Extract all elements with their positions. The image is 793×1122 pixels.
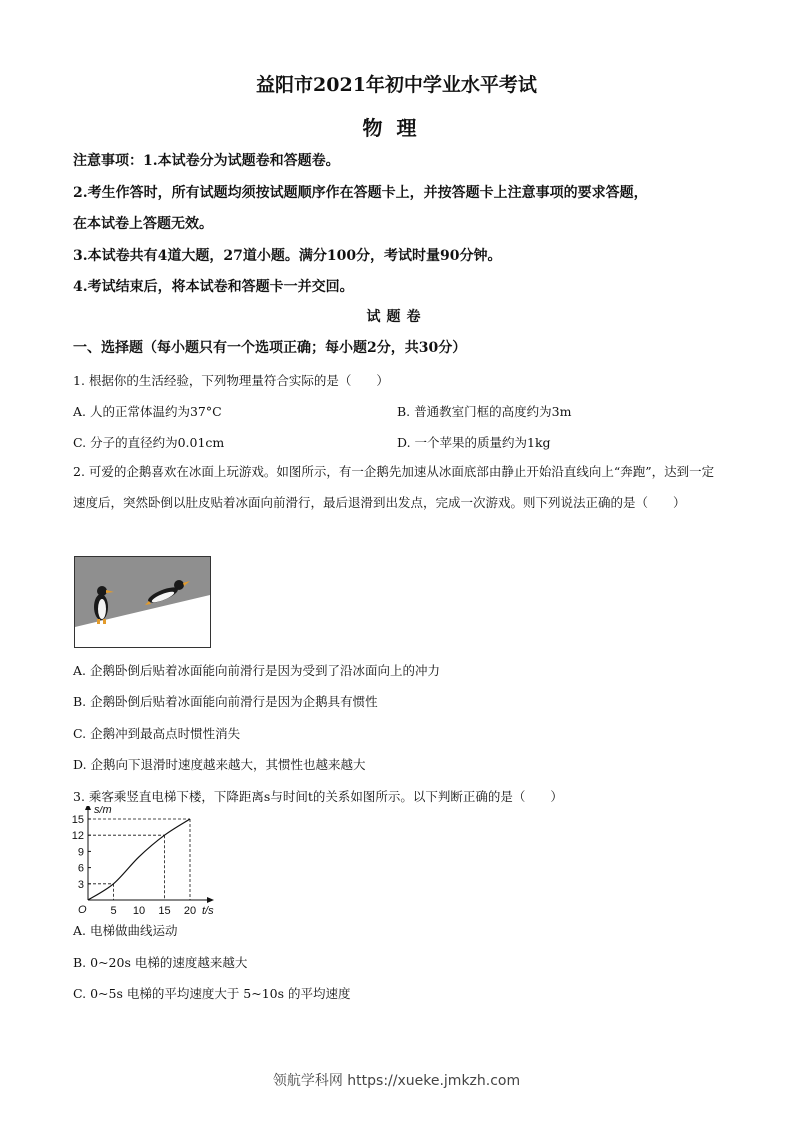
x-tick-label: 20 [183, 905, 197, 917]
y-axis-label: s/m [94, 806, 112, 816]
part-title: 一、选择题（每小题只有一个选项正确；每小题2分，共30分） [73, 340, 467, 356]
y-tick-label: 15 [71, 814, 84, 826]
y-tick-label: 3 [77, 878, 84, 891]
y-tick-label: 9 [77, 846, 84, 859]
section-title: 试题卷 [366, 309, 427, 325]
q3-option-a: A. 电梯做曲线运动 [73, 923, 178, 938]
q3-option-b: B. 0~20s 电梯的速度越来越大 [73, 955, 248, 970]
y-axis-arrow [85, 806, 91, 810]
distance-time-chart [66, 806, 236, 918]
penguin-standing-icon [94, 586, 114, 624]
q1-stem: 1. 根据你的生活经验，下列物理量符合实际的是（ ） [73, 373, 389, 388]
x-tick-label: 10 [132, 905, 146, 917]
series-line [88, 819, 190, 900]
x-axis-arrow [207, 897, 214, 903]
note-line-5: 4.考试结束后，将本试卷和答题卡一并交回。 [73, 279, 354, 295]
q2-option-a: A. 企鹅卧倒后贴着冰面能向前滑行是因为受到了沿冰面向上的冲力 [73, 663, 440, 678]
x-tick-label: 15 [158, 905, 171, 917]
q2-option-d: D. 企鹅向下退滑时速度越来越大，其惯性也越来越大 [73, 757, 366, 772]
note-line-1: 注意事项：1.本试卷分为试题卷和答题卷。 [73, 153, 340, 169]
x-tick-label: 5 [110, 905, 117, 917]
q1-option-c: C. 分子的直径约为0.01cm [73, 435, 225, 450]
q3-option-c: C. 0~5s 电梯的平均速度大于 5~10s 的平均速度 [73, 986, 351, 1001]
y-tick-label: 12 [71, 830, 84, 843]
note-line-3: 在本试卷上答题无效。 [73, 216, 213, 232]
q1-option-a: A. 人的正常体温约为37°C [73, 404, 222, 419]
q2-stem: 2. 可爱的企鹅喜欢在冰面上玩游戏。如图所示，有一企鹅先加速从冰面底部由静止开始沿直线向上“奔跑”，达到一定速度后，突然卧倒以肚皮贴着冰面向前滑行，最后退滑到出发点，完成一次游戏。则下列说法正确的是（ ） [73, 464, 715, 510]
q1-option-b: B. 普通教室门框的高度约为3m [397, 404, 572, 419]
note-line-4: 3.本试卷共有4道大题，27道小题。满分100分，考试时量90分钟。 [73, 248, 502, 264]
y-tick-label: 6 [77, 862, 84, 875]
penguin-figure [74, 556, 211, 648]
q3-stem: 3. 乘客乘竖直电梯下楼，下降距离s与时间t的关系如图所示。以下判断正确的是（ ） [73, 789, 563, 804]
q1-option-d: D. 一个苹果的质量约为1kg [397, 435, 551, 450]
note-line-2: 2.考生作答时，所有试题均须按试题顺序作在答题卡上，并按答题卡上注意事项的要求答题， [73, 185, 648, 201]
exam-title: 益阳市2021年初中学业水平考试 [256, 74, 537, 96]
q2-option-c: C. 企鹅冲到最高点时惯性消失 [73, 726, 241, 741]
x-axis-label: t/s [202, 905, 214, 917]
subject-title: 物理 [362, 116, 431, 140]
footer-watermark: 领航学科网 https://xueke.jmkzh.com [272, 1073, 521, 1089]
q2-option-b: B. 企鹅卧倒后贴着冰面能向前滑行是因为企鹅具有惯性 [73, 694, 378, 709]
origin-label: O [78, 904, 87, 916]
